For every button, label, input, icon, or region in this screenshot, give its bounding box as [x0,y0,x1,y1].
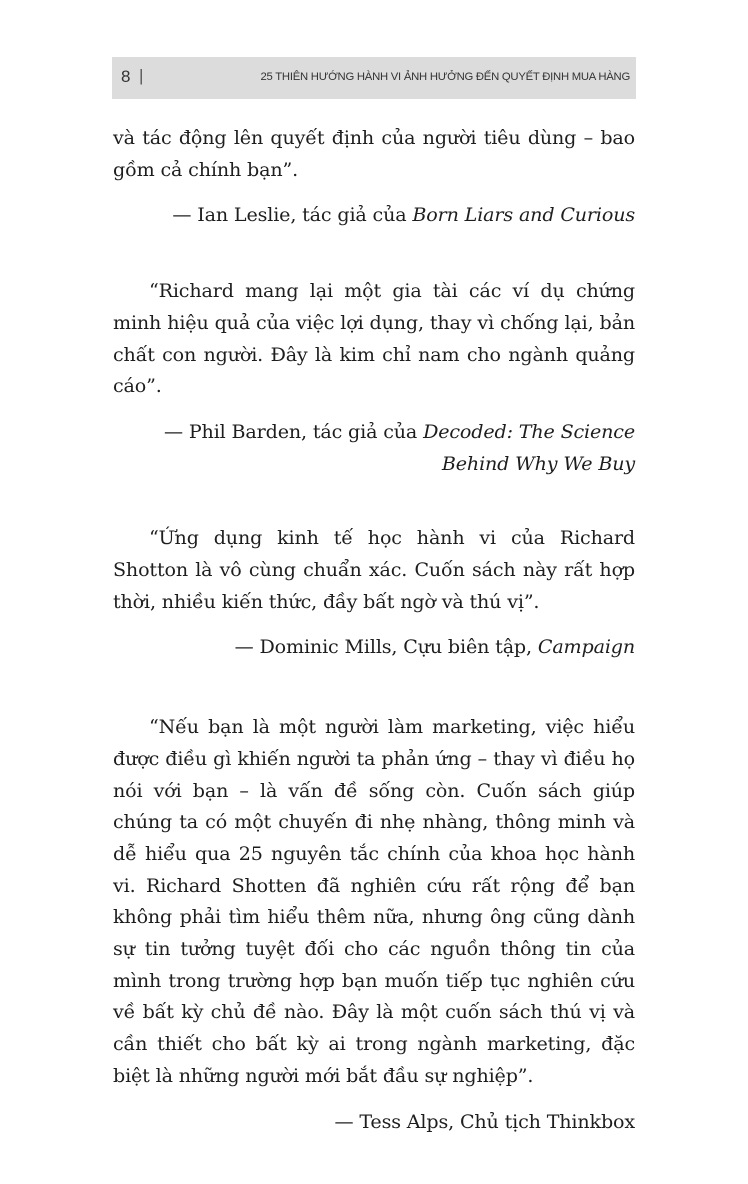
attribution-author: — Ian Leslie, tác giả của [172,203,413,227]
quote-body: “Richard mang lại một gia tài các ví dụ chứng minh hiệu quả của việc lợi dụng, thay vì chống lại, bản chất con người. Đây là kim chỉ nam cho ngành quảng cáo”. [113,279,635,398]
page-content [113,122,635,1137]
running-title: 25 THIÊN HƯỚNG HÀNH VI ẢNH HƯỞNG ĐẾN QUYẾT ĐỊNH MUA HÀNG [260,71,630,83]
attribution-author: — Dominic Mills, Cựu biên tập, [234,635,538,659]
quote-body: “Nếu bạn là một người làm marketing, việc hiểu được điều gì khiến người ta phản ứng – thay vì điều họ nói với bạn – là vấn đề sống còn. Cuốn sách giúp chúng ta có một chuyến đi nhẹ nhàng, thông minh và dễ hiểu qua 25 nguyên tắc chính của khoa học hành vi. Richard Shotten đã nghiên cứu rất rộng để bạn không phải tìm hiểu thêm nữa, nhưng ông cũng dành sự tin tưởng tuyệt đối cho các nguồn thông tin của mình trong trường hợp bạn muốn tiếp tục nghiên cứu về bất kỳ chủ đề nào. Đây là một cuốn sách thú vị và cần thiết cho bất kỳ ai trong ngành marketing, đặc biệt là những người mới bắt đầu sự nghiệp”. [113,715,635,1087]
quote-tess-alps [113,711,635,1137]
quote-attribution [113,416,635,479]
attribution-work: Decoded: The Science [423,419,635,443]
quote-attribution [113,631,635,663]
attribution-work: Born Liars and Curious [412,203,635,227]
page-number: 8 [121,67,131,86]
quote-body: “Ứng dụng kinh tế học hành vi của Richard Shotton là vô cùng chuẩn xác. Cuốn sách này rất hợp thời, nhiều kiến thức, đầy bất ngờ và thú vị”. [113,526,635,613]
running-header [112,57,636,99]
quote-dominic-mills [113,522,635,663]
quote-attribution: — Tess Alps, Chủ tịch Thinkbox [334,1109,635,1133]
attribution-work: Campaign [537,635,635,659]
header-separator: | [139,66,144,85]
quote-body: và tác động lên quyết định của người tiêu dùng – bao gồm cả chính bạn”. [113,126,635,181]
quote-attribution [113,199,635,231]
attribution-work-continued: Behind Why We Buy [441,451,635,475]
quote-ian-leslie [113,122,635,231]
attribution-author: — Phil Barden, tác giả của [163,419,424,443]
quote-phil-barden [113,275,635,479]
